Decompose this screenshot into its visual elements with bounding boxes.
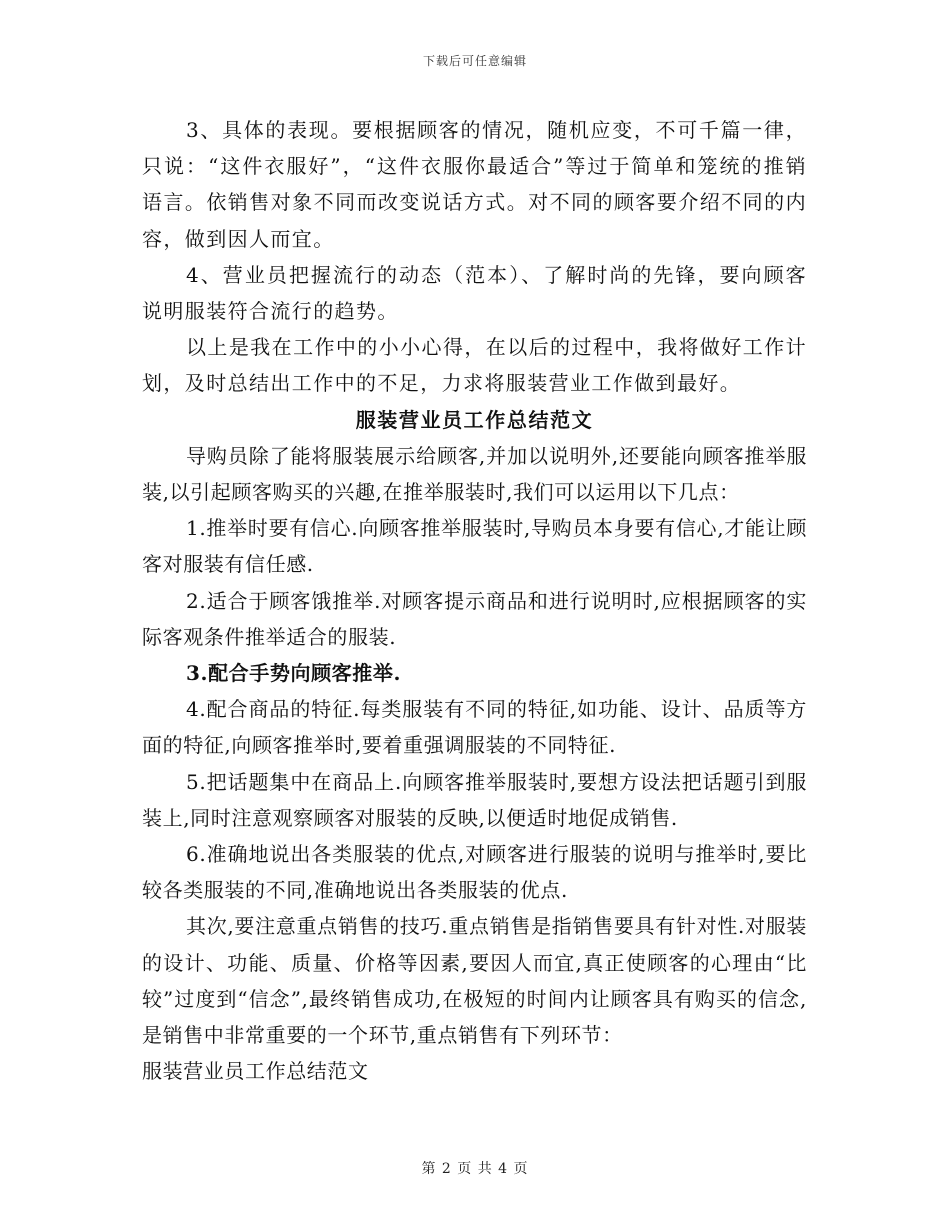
document-body [142,112,807,1089]
paragraph-10: 6.准确地说出各类服装的优点,对顾客进行服装的说明与推举时,要比较各类服装的不同,准确地说出各类服装的优点. [142,842,807,903]
paragraph-3: 以上是我在工作中的小小心得，在以后的过程中，我将做好工作计划，及时总结出工作中的不足，力求将服装营业工作做到最好。 [142,335,807,396]
paragraph-4: 导购员除了能将服装展示给顾客,并加以说明外,还要能向顾客推举服装,以引起顾客购买的兴趣,在推举服装时,我们可以运用以下几点： [142,443,807,505]
paragraph-12: 服装营业员工作总结范文 [142,1059,369,1084]
paragraph-7: 3.配合手势向顾客推举. [186,661,402,686]
page-number: 第 2 页 共 4 页 [421,1161,529,1177]
paragraph-11: 其次,要注意重点销售的技巧.重点销售是指销售要具有针对性.对服装的设计、功能、质量、价格等因素,要因人而宜,真正使顾客的心理由“比较”过度到“信念”,最终销售成功,在极短的时间内让顾客具有购买的信念,是销售中非常重要的一个环节,重点销售有下列环节： [142,914,807,1048]
paragraph-5: 1.推举时要有信心.向顾客推举服装时,导购员本身要有信心,才能让顾客对服装有信任感. [142,516,807,577]
paragraph-6: 2.适合于顾客饿推举.对顾客提示商品和进行说明时,应根据顾客的实际客观条件推举适合的服装. [142,588,807,649]
paragraph-2: 4、营业员把握流行的动态（范本）、了解时尚的先锋，要向顾客说明服装符合流行的趋势。 [142,262,807,324]
paragraph-1: 3、具体的表现。要根据顾客的情况，随机应变，不可千篇一律，只说：“这件衣服好”，“这件衣服你最适合”等过于简单和笼统的推销语言。依销售对象不同而改变说话方式。对不同的顾客要介绍不同的内容，做到因人而宜。 [142,118,807,251]
page-header: 下载后可任意编辑 [422,54,527,68]
paragraph-9: 5.把话题集中在商品上.向顾客推举服装时,要想方设法把话题引到服装上,同时注意观察顾客对服装的反映,以便适时地促成销售. [142,769,807,830]
paragraph-8: 4.配合商品的特征.每类服装有不同的特征,如功能、设计、品质等方面的特征,向顾客推举时,要着重强调服装的不同特征. [142,697,807,758]
section-title: 服装营业员工作总结范文 [355,407,594,432]
